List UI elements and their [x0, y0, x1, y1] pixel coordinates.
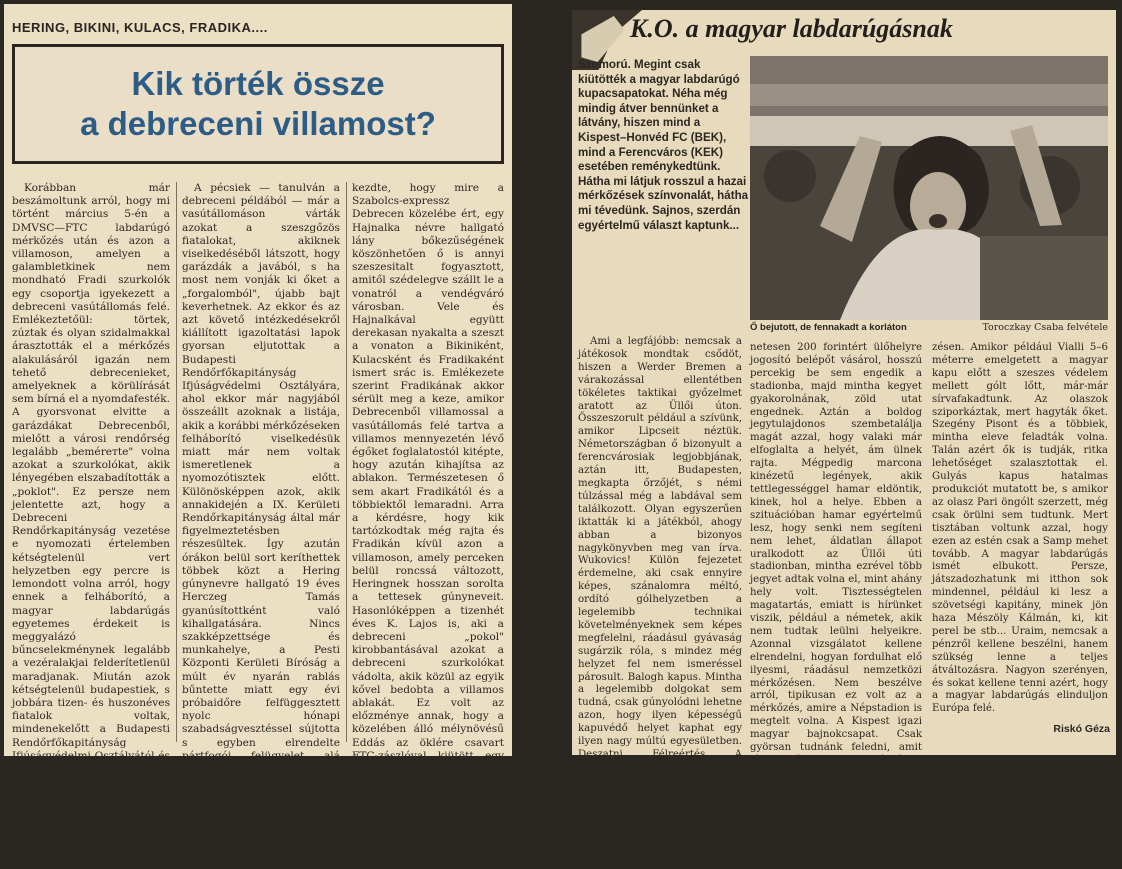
- left-article-clipping: [4, 4, 512, 868]
- headline-box: [12, 44, 504, 164]
- headline-line-1: Kik törték össze: [131, 65, 385, 102]
- right-column-2: [750, 342, 922, 768]
- article-lead: [578, 58, 750, 233]
- left-column-2-text: A pécsiek — tanulván a debreceni példából — már a vasútállomáson várták azokat a szeszgőzös fiatalokat, akiknek viselkedéséből látszott, hogy garázdák a javából, s ha most nem vonják ki őket a „forgalomból", újabb bajt keverhetnek. Az ekkor és az azt követő intézkedésekről kiállított igazoltatási lapok gyorsan eljutottak a Budapesti Rendőrfőkapitányság Ifjúságvédelmi Osztályára, ahol ekkor már nagyjából összeállt azoknak a listája, akik a korábbi mérkőzéseken felháborító viselkedésük miatt már nem voltak ismeretlenek a nyomozótisztek előtt. Különösképpen azok, akik annakidején a IX. Kerületi Rendőrkapitányság által már figyelmeztetésben részesültek. Így azután órákon belül sort keríthettek többek közt a Hering gúnynevre hallgató 19 éves Herczeg Tamás gyanúsítottként való kihallgatására. Nincs szakképzettsége és munkahelye, a Pesti Központi Kerületi Bíróság a múlt év nyarán rablás bűntette miatt egy évi próbaidőre felfüggesztett nyolc hónapi szabadságvesztéssel sújtotta s egyben elrendelte pártfogói felügyelet alá helyezését. Most kezesbáránykent viselkedett, nemcsak azt ismerte be, hogy mit művelt Debrecenben a villamoson, hanem megnevezte bűntársait is. Mondanivalóját azzal: [182, 182, 340, 868]
- fan-photo-illustration: [750, 56, 1108, 320]
- article-lead-text: Szomorú. Megint csak kiütötték a magyar labdarúgó kupacsapatokat. Néha még mindig átver bennünket a látvány, hiszen mind a Kispest–Honvéd FC (BEK), mind a Ferencváros (KEK) esetében reménykedtünk. Hátha mi látjuk rosszul a hazai mérkőzések színvonalát, hátha mi tévedünk. Sajnos, szerdán egyértelmű választ kaptunk...: [578, 58, 749, 232]
- photo-caption: [750, 322, 1108, 333]
- right-column-1-text: Ami a legfájóbb: nemcsak a játékosok mondtak csődöt, hiszen a Werder Bremen a várakozással ellentétben tökéletes taktikai győzelmet aratott az Üllői úton. Összeszorult például a szívünk, amikor Lipcseit néztük. Németországban ő bizonyult a ferencvárosiak legjobbjának, aztán itt, Budapesten, megkapta őrzőjét, s némi túlzással még a labdával sem találkozott. Olyan egyszerűen iktatták ki a játékból, ahogy abban a bizonyos nagykönyvben meg van írva. Wukovics! Külön fejezetet érdemelne, aki csak ennyire képes, szánalomra méltó, ordító gólhelyzetben a legelemibb technikai követelményeknek sem képes megfelelni, ráadásul gyávaság sugárzik róla, s mindez még helyzet fel nem ismeréssel párosult. Balogh kapus. Mintha a legelemibb dolgokat sem tudná, csak gúnyolódni lehetne azon, hogy ilyen képességű kapuvédő helyet kaphat egy ilyen nagy múltú egyesületben. Deszatni. Félreértés. A többieket nem is érdemes név szerint említeni. A németek? Úgy, ahogy kell. Öntudatosan játszottak, s megérdemelten jutottak tovább. S még valami. Egyszerűen felháborító, ha valaki törté-: [578, 336, 742, 851]
- right-column-2-text: netesen 200 forintért ülőhelyre jogosító belépőt vásárol, hosszú percekig be sem engedik a stadionba, majd mintha kegyet gyakorolnának, zöld utat engednek. Aztán a boldog jegytulajdonos szembetalálja magát azzal, hogy valaki már elfoglalta a helyét, ám ülnek rajta. Mégpedig marcona kinézetű legények, akik tettlegességgel hamar eldöntik, kinek, hol a helye. Ebben a szituációban hamar egyértelmű lesz, hogy senki nem segíteni nem lehet, áldatlan állapot uralkodott az Üllői úti stadionban, mintha ezrével több jegyet adtak volna el, mint ahány hely volt. Tisztességtelen magatartás, emiatt is hírünket viszik, például a németek, akik nem tudtak leülni helyeikre. Azonnal vizsgálatot kellene elrendelni, hogyan fordulhat elő ilyesmi, ráadásul nemzetközi mérkőzésen. Nem beszélve arról, tipikusan ez volt az a mérkőzés, amire a Népstadion is megtelt volna. A Kispest igazi magyar bajnokcsapat. Csak györsan tudnánk feledni, amit láttunk tőle, a genovai mérkő-: [750, 342, 922, 766]
- right-column-3-text: zésen. Amikor például Vialli 5–6 méterre emelgetett a magyar kapu előtt a szeszes védelem mellett gólt lőtt, már-már sírvafakadtunk. Az olaszok sziporkáztak, mert hagyták őket. Szegény Pisont és a többiek, mintha eleve feladták volna. Talán azért ők is tudják, ritka lehetőséget szalasztottak el. Gulyás kapus hatalmas produkciót mutatott be, s amikor az olasz Pari öngólt szerzett, még csak örülni sem tudtunk. Mert tisztában voltunk azzal, hogy ezen az estén csak a Samp mehet tovább. A magyar labdarúgás ismét elbukott. Persze, játszadozhatunk mi itthon sok mindennel, például ki lesz a szövetségi kapitány, minek jön haza Mészöly Kálmán, ki, kit perel be stb... Uraim, nemcsak a pénzről kellene beszélni, hanem szükség lenne a teljes átváltozásra. Nagyon szerényen, és sokat kellene tenni azért, hogy a magyar labdarúgás elinduljon Európa felé.: [932, 342, 1108, 715]
- photo-credit: Toroczkay Csaba felvétele: [982, 322, 1108, 333]
- left-column-2: [182, 182, 340, 869]
- headline: [80, 64, 436, 144]
- right-column-1: [578, 336, 742, 852]
- left-column-3: [352, 182, 504, 842]
- column-divider: [346, 182, 347, 742]
- article-title: K.O. a magyar labdarúgásnak: [630, 14, 953, 43]
- photo-caption-text: Ő bejutott, de fennakadt a korláton: [750, 322, 907, 333]
- left-column-3-text: kezdte, hogy mire a Szabolcs-expressz Debrecen közelébe ért, egy Hajnalka névre hallgató lány bőkezűségének köszönhetően ő is annyi szeszesitalt fogyasztott, amitől szédelegve szállt le a vonatról a vendégváró városban. Vele és Hajnalkával együtt derekasan nyakalta a szeszt a vonaton a Bikiniként, Kulacsként és Fradikaként ismert srác is. Emlékezete szerint Fradikának akkor sérült meg a keze, amikor Debrecenből villamossal a vasútállomás felé tartva a villamos mennyezetén lévő égőket foglalatostól kitépte, hogy azután kihajítsa az ablakon. Természetesen ő sem akart Fradikától és a többiektől lemaradni. Arra a kérdésre, hogy kik tartózkodtak még rajta és Fradikán kívül azon a villamoson, amely perceken belül roncssá változott, Heringnek hosszan sorolta a tettesek gúnyneveit. Hasonlóképpen a tizenhét éves K. Lajos is, aki a debreceni „pokol" kirobbantásával azokat a debreceni szurkolókat vádolta, akik közül az egyik kővel bedobta a villamos ablakát. Ez volt az előzménye annak, hogy a közelében álló mélynövésű Eddás az öklére csavart FTC-zászlóval kiütött egy másik ablakot, ő pedig egy ugyancsak K. betűvel kezdődő vezetéknevű és szintén Lajos utónevű hajverjával egy harmadik ablakot.: [352, 182, 504, 841]
- column-divider: [176, 182, 177, 742]
- author-signature: Riskó Géza: [1053, 723, 1110, 735]
- article-kicker: HERING, BIKINI, KULACS, FRADIKA....: [12, 20, 268, 35]
- right-article-clipping: [572, 10, 1116, 851]
- left-column-1: [12, 182, 170, 842]
- fan-photo: [750, 56, 1108, 320]
- right-column-3: [932, 342, 1108, 716]
- left-column-1-text: Korábban már beszámoltunk arról, hogy mi történt március 5-én a DMVSC—FTC labdarúgó mérkőzés után és azon a villamoson, amelyen a galambletkinek nem mondható Fradi szurkolók egy csoportja igyekezett a debreceni vasútállomás felé. Emlékeztetőül: törtek, zúztak és olyan szidalmakkal árasztották el a mérkőzés alakulásáról igazán nem tehető debrecenieket, amelyeknek a körülírását sem bírná el a nyomdafesték. A gyorsvonat elvitte a garázdákat Debrecenből, mielőtt a városi rendőrség legalább „beméreтte" volna azokat a szurkolókat, akik lényegében elszabadították a „poklot". Ez persze nem jelentette azt, hogy a Debreceni Rendőrkapitányság vezetése e nyomozati értelemben kétségtelenül vert helyzetben egy percre is lemondott volna arról, hogy ennek a felháborító, a magyar labdarúgás egyetemes érdekeit is meggyalázó bűncselekménynek legalább a vezéralakjai felderítetlenül maradjanak. Miután azok kétségtelenül budapestiek, s jobbára tizen- és huszonéves fiatalok voltak, mindenekelőtt a Budapesti Rendőrfőkapitányság Ifjúságvédelmi Osztályától és az FTC soron következő vidéki mérkőzésére figyelemmel a Pécsi Rendőrfőkapitányságtól remélték az ügy utólagos kiderítését.: [12, 182, 170, 841]
- headline-line-2: a debreceni villamost?: [80, 105, 436, 142]
